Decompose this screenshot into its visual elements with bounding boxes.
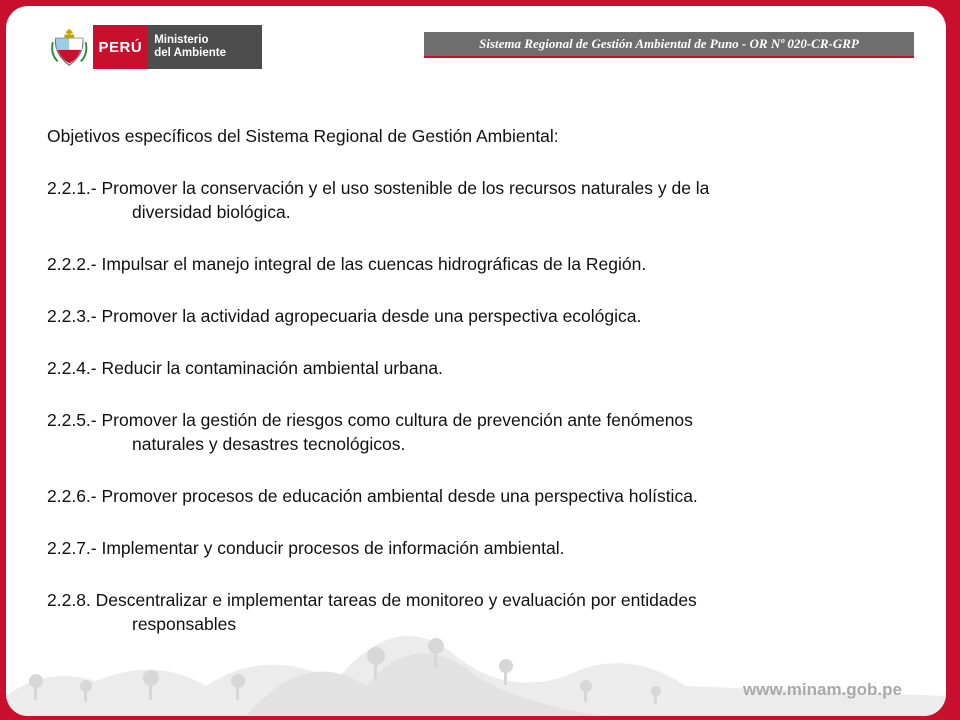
ministry-line-2: del Ambiente <box>154 47 226 59</box>
coat-of-arms-icon <box>50 24 89 70</box>
objective-item <box>47 536 917 560</box>
ministry-line-1: Ministerio <box>154 34 209 46</box>
ministry-label <box>148 25 262 69</box>
header-banner: Sistema Regional de Gestión Ambiental de Puno - OR Nº 020-CR-GRP <box>424 32 914 58</box>
peru-label: PERÚ <box>93 25 149 69</box>
ministry-logo <box>50 24 262 70</box>
website-url: www.minam.gob.pe <box>743 680 902 699</box>
objective-line-2: diversidad biológica. <box>132 202 291 222</box>
objective-line-1: 2.2.8. Descentralizar e implementar tareas de monitoreo y evaluación por entidades <box>47 590 697 610</box>
objective-line-1: 2.2.3.- Promover la actividad agropecuaria desde una perspectiva ecológica. <box>47 306 642 326</box>
objective-item <box>47 484 917 508</box>
objective-item <box>47 176 917 224</box>
slide-card <box>6 6 946 716</box>
objective-line-1: 2.2.7.- Implementar y conducir procesos de información ambiental. <box>47 538 565 558</box>
objective-item <box>47 408 917 456</box>
objective-line-1: 2.2.2.- Impulsar el manejo integral de las cuencas hidrográficas de la Región. <box>47 254 647 274</box>
objective-line-1: 2.2.4.- Reducir la contaminación ambiental urbana. <box>47 358 443 378</box>
objective-item <box>47 304 917 328</box>
objective-item <box>47 356 917 380</box>
objective-line-2: naturales y desastres tecnológicos. <box>132 434 406 454</box>
slide-content <box>47 124 917 664</box>
objective-item <box>47 252 917 276</box>
objective-line-1: 2.2.1.- Promover la conservación y el uso sostenible de los recursos naturales y de la <box>47 178 710 198</box>
objective-line-2: responsables <box>132 614 237 634</box>
objective-line-1: 2.2.6.- Promover procesos de educación ambiental desde una perspectiva holística. <box>47 486 698 506</box>
objective-line-1: 2.2.5.- Promover la gestión de riesgos como cultura de prevención ante fenómenos <box>47 410 693 430</box>
slide-heading: Objetivos específicos del Sistema Regional de Gestión Ambiental: <box>47 126 559 146</box>
